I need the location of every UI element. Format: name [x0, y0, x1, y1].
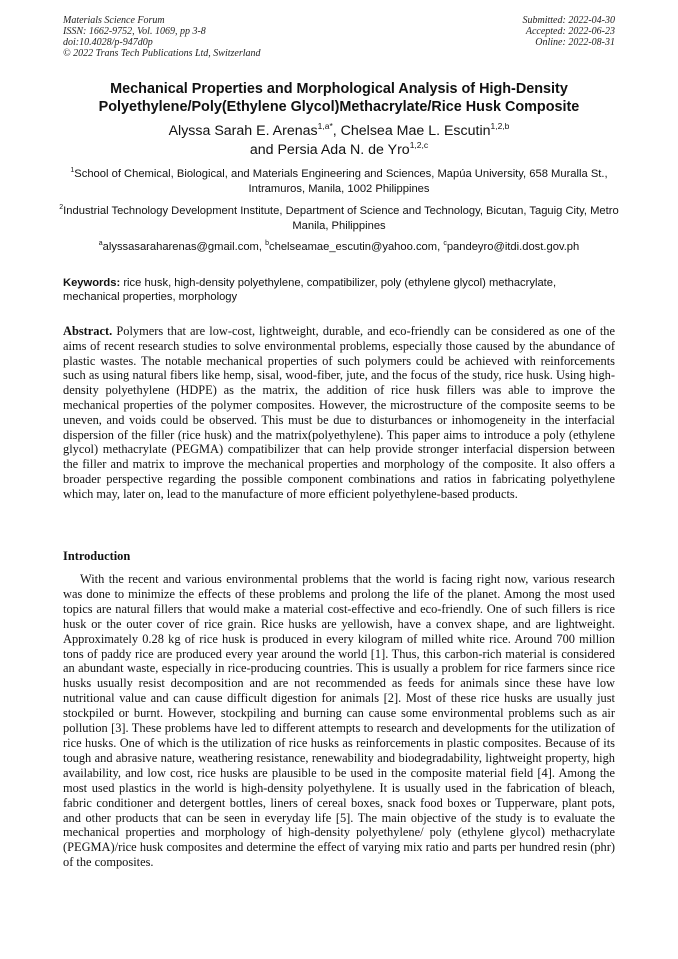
email-separator: , [258, 241, 266, 253]
keywords-text: rice husk, high-density polyethylene, compatibilizer, poly (ethylene glycol) methacrylate, mechanical properties, morphology [63, 277, 557, 303]
affiliation-text: School of Chemical, Biological, and Materials Engineering and Sciences, Mapúa University, 658 Muralla St., Intramuros, Manila, 1002 Philippines [74, 168, 608, 195]
email-marker: b [265, 240, 270, 247]
doi: doi:10.4028/p-947d0p [63, 37, 153, 48]
email-link[interactable]: chelseamae_escutin@yahoo.com [269, 241, 438, 253]
email-link[interactable]: pandeyro@itdi.dost.gov.ph [446, 241, 580, 253]
email-link[interactable]: alyssasaraharenas@gmail.com [102, 241, 259, 253]
abstract-section [63, 324, 615, 502]
affiliation-marker: 2 [59, 204, 64, 211]
paper-title [40, 80, 638, 116]
affiliation-1 [50, 167, 628, 197]
author-name: Chelsea Mae L. Escutin [340, 123, 491, 139]
journal-name: Materials Science Forum [63, 15, 165, 26]
accepted-date: Accepted: 2022-06-23 [525, 26, 615, 37]
online-date: Online: 2022-08-31 [535, 37, 615, 48]
email-separator: , [437, 241, 444, 253]
author-affiliation-marker: 1,2,b [490, 121, 510, 131]
email-marker: a [98, 240, 103, 247]
affiliation-text: Industrial Technology Development Institute, Department of Science and Technology, Bicutan, Taguig City, Metro Manila, Philippines [63, 205, 619, 232]
title-line-2: Polyethylene/Poly(Ethylene Glycol)Methacrylate/Rice Husk Composite [98, 99, 580, 115]
authors-line-1 [40, 122, 638, 141]
copyright: © 2022 Trans Tech Publications Ltd, Switzerland [63, 48, 261, 59]
abstract-label: Abstract. [63, 324, 113, 338]
email-marker: c [443, 240, 447, 247]
publication-dates [523, 15, 616, 48]
issn: ISSN: 1662-9752, Vol. 1069, pp 3-8 [63, 26, 206, 37]
author-conjunction: and [249, 142, 278, 158]
abstract-text: Polymers that are low-cost, lightweight, durable, and eco-friendly can be considered as one of the aims of recent research studies to solve environmental problems, especially those caused by the abundance of plastic wastes. The notable mechanical properties of such polymers could be achieved with reinforcements such as using natural fibers like hemp, sisal, wood-fiber, jute, and the focus of the study, rice husk. Using high-density polyethylene (HDPE) as the matrix, the addition of rice husk fillers was able to improve the mechanical properties of the polymer composites. However, the microstructure of the composite seems to be uneven, and voids could be observed. This must be due to disturbances or inhomogeneity in the interfacial dispersion of the filler (rice husk) and the matrix(polyethylene). This paper aims to introduce a poly (ethylene glycol) methacrylate (PEGMA) compatibilizer that can help provide stronger interfacial dispersion between the filler and matrix to improve the mechanical properties and morphology of the composite. It also offers a broader perspective regarding the possible component combinations and ratios in fabricating polyethylene which may, later on, lead to the manufacture of more efficient polyethylene-based products. [63, 324, 615, 501]
affiliation-2 [50, 204, 628, 234]
title-line-1: Mechanical Properties and Morphological Analysis of High-Density [110, 81, 568, 97]
journal-info [63, 15, 261, 59]
keywords-label: Keywords: [63, 277, 121, 289]
author-emails [40, 240, 638, 255]
author-separator: , [332, 123, 341, 139]
section-heading-introduction: Introduction [63, 549, 131, 563]
author-list [40, 122, 638, 160]
submitted-date: Submitted: 2022-04-30 [522, 15, 615, 26]
author-name: Alyssa Sarah E. Arenas [168, 123, 318, 139]
keywords-section [63, 276, 615, 304]
affiliation-marker: 1 [70, 167, 75, 174]
introduction-paragraph: With the recent and various environmental problems that the world is facing right now, various research was done to minimize the effects of these problems and prolong the life of the planet. Among the most used topics are natural fillers that would make a material cost-effective and eco-friendly. One of such fillers is rice husk or the outer cover of rice grain. Rice husks are yellowish, have a convex shape, and are lightweight. Approximately 0.28 kg of rice husk is produced in every kilogram of milled white rice. Around 700 million tons of paddy rice are produced every year around the world [1]. Thus, this carbon-rich material is considered an abundant waste, especially in rice-producing countries. This is usually a problem for rice farmers since rice husks usually resist decomposition and are not recommended as feeds for animals since these have low nutritional value and can cause difficult digestion for animals [2]. Most of these rice husks are usually just stockpiled or burnt. However, stockpiling and burning can cause some environmental problems such as air pollution [3]. These problems have led to different attempts to research and developments for the utilization of rice husks. One of which is the utilization of rice husks as reinforcements in plastic composites. Because of its tough and abrasive nature, weathering resistance, renewability and biodegradability, lightweight property, high availability, and low cost, rice husks are plausible to be used in the composite material field [4]. Among the most used plastics in the world is high-density polyethylene. It is usually used in the fabrication of bleach, fabric conditioner and detergent bottles, liners of cereal boxes, snack food boxes or Tupperware, plant pots, and other products that can be seen in everyday life [5]. The main objective of the study is to evaluate the mechanical properties and morphology of high-density polyethylene/ poly (ethylene glycol) methacrylate (PEGMA)/rice husk composites and determine the effect of varying mix ratio and parts per hundred resin (phr) of the composites. [63, 572, 615, 870]
authors-line-2 [40, 141, 638, 160]
author-affiliation-marker: 1,a* [317, 121, 333, 131]
author-name: Persia Ada N. de Yro [277, 142, 410, 158]
author-affiliation-marker: 1,2,c [409, 140, 429, 150]
